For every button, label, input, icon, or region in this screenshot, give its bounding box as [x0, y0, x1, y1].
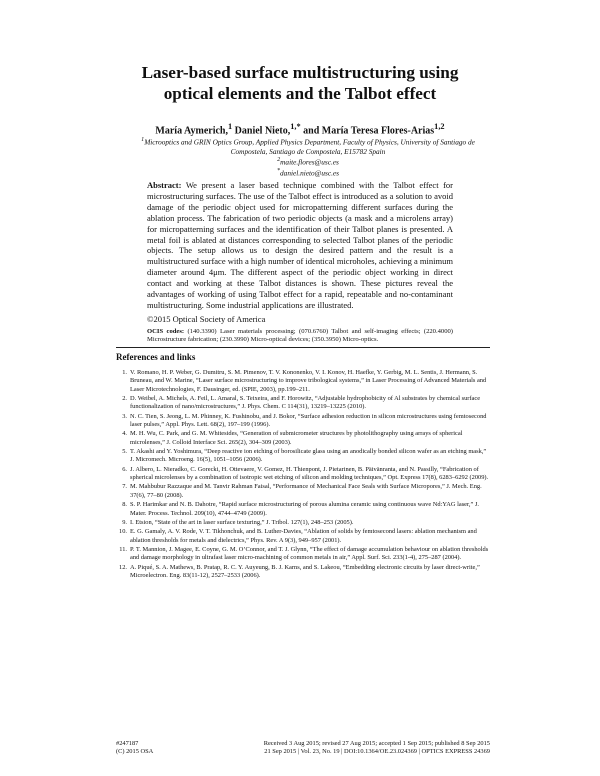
reference-text: A. Piqué, S. A. Mathews, B. Pratap, R. C. Y. Auyeung, B. J. Karns, and S. Lakeou, “Embedding electronic circuits by laser direct-write,” Microelectron. Eng. 83(11-12), 2527–2533 (2006). [130, 563, 480, 579]
reference-item [116, 546, 490, 563]
reference-text: V. Romano, H. P. Weber, G. Dumitru, S. M. Pimenov, T. V. Kononenko, V. I. Konov, H. Haefke, Y. Gerbig, M. L. Sentis, J. Hermann, S. Bruneau, and W. Marine, “Laser surface microstructuring to improve tribological systems,” in Laser Processing of Advanced Materials and Laser Microtechnologies, F. Dausinger, ed. (SPIE, 2003), pp.199–211. [130, 369, 487, 393]
reference-item [116, 369, 490, 394]
title-line-2: optical elements and the Talbot effect [163, 84, 437, 103]
references-list [116, 369, 490, 581]
reference-text: S. P. Harimkar and N. B. Dahotre, “Rapid surface microstructuring of porous alumina ceramic using continuous wave Nd:YAG laser,” J. Mater. Process. Technol. 209(10), 4744–4749 (2009). [130, 501, 480, 517]
reference-number: 10. [119, 528, 127, 536]
reference-item [116, 395, 490, 412]
footer-left [116, 740, 153, 757]
title-line-1: Laser-based surface multistructuring using [141, 63, 459, 82]
email-2-link[interactable]: daniel.nieto@usc.es [280, 168, 340, 178]
affiliation [118, 136, 498, 178]
reference-item [116, 528, 490, 545]
reference-number: 11. [119, 545, 127, 553]
ocis-label: OCIS codes: [147, 327, 185, 335]
reference-text: J. Albero, L. Nieradko, C. Gorecki, H. Ottevaere, V. Gomez, H. Thienpont, J. Pietarinen, B. Päivänranta, and N. Passilly, “Fabrication of spherical microlenses by a combination of isotropic wet etching of silicon and molding techniques,” Opt. Express 17(8), 6283–6292 (2009). [130, 465, 489, 482]
reference-number: 5. [122, 448, 127, 456]
email-1-marker: 2 [277, 157, 281, 164]
reference-number: 9. [122, 518, 127, 526]
paper-title [70, 62, 530, 104]
author-1-affil: 1 [228, 122, 233, 131]
reference-text: D. Weibel, A. Michels, A. Feil, L. Amaral, S. Teixeira, and F. Horowitz, “Adjustable hydrophobicity of Al substrates by chemical surface functionalization of nano/microstructures,” J. Phys. Chem. C 114(31), 13219–13225 (2010). [130, 395, 481, 411]
abstract-body [147, 180, 453, 311]
affiliation-marker: 1 [141, 137, 145, 143]
reference-item [116, 413, 490, 430]
affiliation-text-1: Microoptics and GRIN Optics Group, Applied Physics Department, Faculty of Physics, University of Santiago de [144, 137, 475, 147]
osa-copyright: (C) 2015 OSA [116, 748, 154, 756]
manuscript-id: #247187 [116, 740, 139, 747]
reference-number: 4. [122, 430, 127, 438]
reference-number: 8. [122, 501, 127, 509]
references-heading: References and links [116, 352, 196, 362]
ocis-text: (140.3390) Laser materials processing; (070.6760) Talbot and self-imaging effects; (220.4000) Microstructure fabrication; (230.3990) Micro-optical devices; (350.3950) Micro-optics. [147, 327, 453, 344]
reference-text: M. Mahbubur Razzaque and M. Tanvir Rahman Faisal, “Performance of Mechanical Face Seals with Surface Micropores,” J. Mech. Eng. 37(6), 77–80 (2008). [130, 483, 482, 499]
reference-item [116, 501, 490, 518]
copyright-notice: ©2015 Optical Society of America [147, 313, 266, 324]
email-1 [118, 156, 498, 167]
reference-text: E. G. Gamaly, A. V. Rode, V. T. Tikhonchuk, and B. Luther-Davies, “Ablation of solids by femtosecond lasers: ablation mechanism and ablation thresholds for metals and dielectrics,” Phys. Rev. A 9(3), 949–957 (2001). [130, 528, 477, 544]
reference-number: 3. [122, 412, 127, 420]
abstract-label: Abstract: [147, 180, 182, 190]
reference-item [116, 519, 490, 527]
abstract-text: We present a laser based technique combined with the Talbot effect for microstructuring surfaces. The use of the Talbot effect is introduced as a solution to avoid damage of the periodic object used for micropatterning different surfaces during the ablation process. The fabrication of two periodic objects (a mask and a microlens array) for micropatterning surfaces and the identification of their Talbot planes is presented. A metal foil is ablated at distances corresponding to selected Talbot planes of the periodic objects. The setup allows us to design the desired pattern and the result is a multistructured surface with a high number of identical microholes, achieving a minimum diameter around 4μm. The different aspect of the periodic object working in direct contact and working at these Talbot distances is shown. These pictures reveal the advantages of working of using Talbot effect for a rapid, repeatable and no-contaminant multistructuring. Some industrial applications are illustrated. [147, 180, 453, 310]
reference-item [116, 430, 490, 447]
reference-text: T. Akashi and Y. Yoshimura, “Deep reactive ion etching of borosilicate glass using an anodically bonded silicon wafer as an etching mask,” J. Micromech. Microeng. 16(5), 1051–1056 (2006). [130, 448, 487, 464]
email-2 [118, 167, 498, 178]
reference-number: 6. [122, 465, 127, 473]
author-1: María Aymerich, [155, 125, 228, 137]
author-3: María Teresa Flores-Arias [321, 125, 435, 137]
author-conjunction: and [300, 125, 322, 137]
journal-citation: 21 Sep 2015 | Vol. 23, No. 19 | DOI:10.1364/OE.23.024369 | OPTICS EXPRESS 24369 [264, 748, 490, 756]
section-divider [116, 347, 490, 348]
author-2: Daniel Nieto, [232, 125, 291, 137]
reference-item [116, 448, 490, 465]
author-2-affil: 1,* [290, 122, 301, 131]
reference-text: N. C. Tien, S. Jeong, L. M. Phinney, K. Fushinobu, and J. Bokor, “Surface adhesion reduction in silicon microstructures using femtosecond laser pulses,” Appl. Phys. Lett. 68(2), 197–199 (1996). [130, 412, 487, 429]
reference-text: M. H. Wu, C. Park, and G. M. Whitesides, “Generation of submicrometer structures by photolithography using arrays of spherical microlenses,” J. Colloid Interface Sci. 265(2), 304–309 (2003). [130, 430, 463, 446]
reference-number: 2. [122, 395, 127, 403]
author-3-affil: 1,2 [434, 122, 445, 131]
reference-number: 12. [119, 563, 127, 571]
reference-item [116, 483, 490, 500]
reference-text: P. T. Mannion, J. Magee, E. Coyne, G. M. O’Connor, and T. J. Glynn, “The effect of damage accumulation behaviour on ablation thresholds and damage morphology in ultrafast laser micro-machining of common metals in air,” Appl. Surf. Sci. 233(1-4), 275–287 (2004). [130, 545, 489, 562]
email-1-link[interactable]: maite.flores@usc.es [280, 157, 339, 167]
reference-text: I. Etsion, “State of the art in laser surface texturing,” J. Tribol. 127(1), 248–253 (2005). [130, 518, 354, 526]
affiliation-line-1 [118, 136, 498, 147]
reference-number: 1. [122, 369, 127, 376]
email-2-marker: * [276, 168, 281, 175]
author-list [60, 120, 540, 137]
footer-right [264, 740, 490, 757]
reference-item [116, 564, 490, 581]
received-dates: Received 3 Aug 2015; revised 27 Aug 2015; accepted 1 Sep 2015; published 8 Sep 2015 [263, 740, 490, 747]
affiliation-line-2: Compostela, Santiago de Compostela, E15782 Spain [230, 146, 386, 156]
reference-number: 7. [122, 483, 127, 491]
reference-item [116, 466, 490, 483]
abstract [147, 180, 453, 345]
ocis-codes [147, 328, 453, 345]
